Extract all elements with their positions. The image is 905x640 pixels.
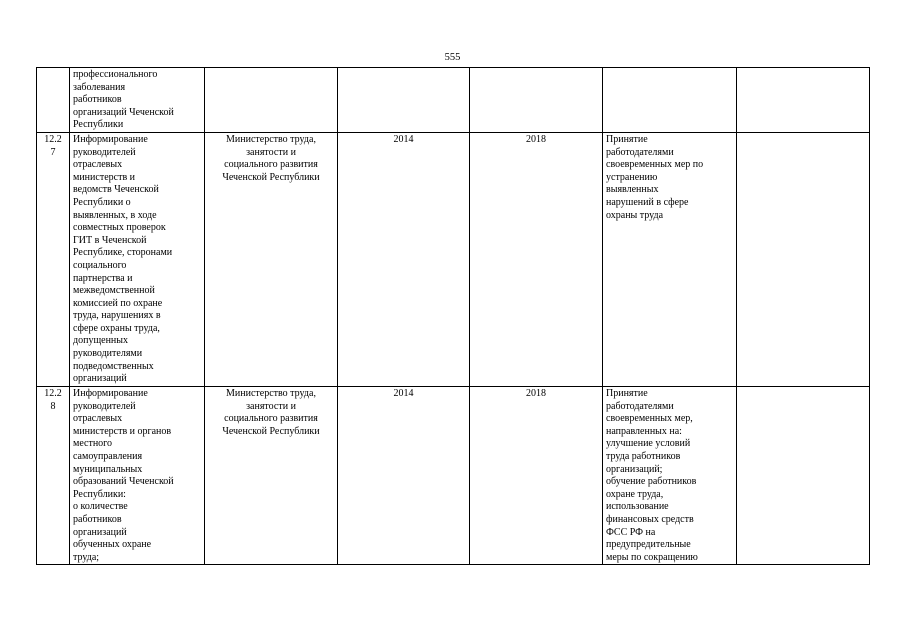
expected-result-cell-line: обучение работников [606,476,697,488]
measure-name-cell-line: межведомственной [73,285,155,297]
expected-result-cell-line: улучшение условий [606,438,691,450]
expected-result-cell-line: труда работников [606,450,681,462]
expected-result-cell-line: Принятие [606,133,648,145]
measure-name-cell [70,68,205,133]
executor-cell [205,132,338,386]
expected-result-cell [603,386,737,564]
end-year-cell [470,68,603,133]
start-year-cell: 2014 [338,386,470,564]
executor-cell-line: занятости и [246,146,296,158]
executor-cell-line: Министерство труда, [226,387,316,399]
executor-cell-line: Чеченской Республики [222,425,320,437]
measure-name-cell-line: муниципальных [73,463,143,475]
measure-name-cell-line: партнерства и [73,272,133,284]
expected-result-cell-line: охраны труда [606,209,664,221]
measures-table [36,67,870,565]
end-year-cell: 2018 [470,132,603,386]
measure-name-cell-line: министерств и [73,171,136,183]
measure-name-cell-line: работников [73,513,122,525]
expected-result-cell-line: Принятие [606,387,648,399]
expected-result-cell-line: своевременных мер по [606,159,704,171]
expected-result-cell-line: финансовых средств [606,513,694,525]
measure-name-cell-line: подведомственных [73,360,154,372]
item-number-cell-line: 12.2 [44,387,62,399]
executor-cell [205,68,338,133]
expected-result-cell-line: устранению [606,171,658,183]
start-year-cell: 2014 [338,132,470,386]
measure-name-cell-line: организаций [73,373,127,385]
measure-name-cell-line: руководителей [73,146,136,158]
table-row [37,132,870,386]
expected-result-cell-line: направленных на: [606,425,682,437]
measure-name-cell-line: о количестве [73,501,128,513]
table-row [37,68,870,133]
extra-cell [737,68,870,133]
item-number-cell-line: 7 [50,146,56,158]
extra-cell [737,132,870,386]
executor-cell-line: социального развития [224,413,318,425]
measure-name-cell-line: совместных проверок [73,222,166,234]
measure-name-cell-line: заболевания [73,81,126,93]
page-number: 555 [444,52,461,63]
measure-name-cell-line: руководителей [73,400,136,412]
measure-name-cell-line: социального [73,259,127,271]
extra-cell [737,386,870,564]
measure-name-cell-line: комиссией по охране [73,297,163,309]
measure-name-cell [70,132,205,386]
measure-name-cell-line: ведомств Чеченской [73,184,159,196]
expected-result-cell-line: нарушений в сфере [606,196,689,208]
start-year-cell [338,68,470,133]
measure-name-cell-line: сфере охраны труда, [73,322,160,334]
measure-name-cell-line: ГИТ в Чеченской [73,234,147,246]
item-number-cell-line: 12.2 [44,133,62,145]
measure-name-cell-line: отраслевых [73,413,123,425]
measure-name-cell-line: отраслевых [73,159,123,171]
measure-name-cell-line: Республики о [73,196,131,208]
measure-name-cell-line: допущенных [73,335,128,347]
item-number-cell [37,386,70,564]
measure-name-cell-line: организаций Чеченской [73,106,174,118]
item-number-cell [37,132,70,386]
measure-name-cell-line: образований Чеченской [73,476,174,488]
expected-result-cell-line: ФСС РФ на [606,526,656,538]
expected-result-cell-line: выявленных [606,184,659,196]
measure-name-cell-line: Республики [73,119,124,131]
measure-name-cell-line: обученных охране [73,539,152,551]
end-year-cell: 2018 [470,386,603,564]
expected-result-cell-line: своевременных мер, [606,413,693,425]
measure-name-cell-line: труда; [73,551,100,563]
executor-cell-line: Министерство труда, [226,133,316,145]
measure-name-cell-line: организаций [73,526,127,538]
executor-cell-line: Чеченской Республики [222,171,320,183]
table-row [37,386,870,564]
measure-name-cell-line: труда, нарушениях в [73,310,161,322]
measure-name-cell-line: работников [73,94,122,106]
measure-name-cell-line: Информирование [73,133,148,145]
expected-result-cell [603,68,737,133]
expected-result-cell-line: охране труда, [606,488,664,500]
item-number-cell-line: 8 [50,400,56,412]
executor-cell-line: социального развития [224,159,318,171]
item-number-cell [37,68,70,133]
expected-result-cell-line: предупредительные [606,539,691,551]
measure-name-cell-line: министерств и органов [73,425,172,437]
expected-result-cell-line: работодателями [606,146,674,158]
measure-name-cell-line: руководителями [73,348,143,360]
measure-name-cell [70,386,205,564]
measure-name-cell-line: профессионального [73,69,158,80]
measure-name-cell-line: Республики: [73,488,126,500]
measure-name-cell-line: местного [73,438,113,450]
expected-result-cell-line: меры по сокращению [606,551,698,563]
executor-cell [205,386,338,564]
expected-result-cell-line: использование [606,501,669,513]
measure-name-cell-line: Информирование [73,387,148,399]
expected-result-cell [603,132,737,386]
measure-name-cell-line: самоуправления [73,450,143,462]
expected-result-cell-line: работодателями [606,400,674,412]
measure-name-cell-line: выявленных, в ходе [73,209,157,221]
measure-name-cell-line: Республике, сторонами [73,247,173,259]
executor-cell-line: занятости и [246,400,296,412]
expected-result-cell-line: организаций; [606,463,663,475]
